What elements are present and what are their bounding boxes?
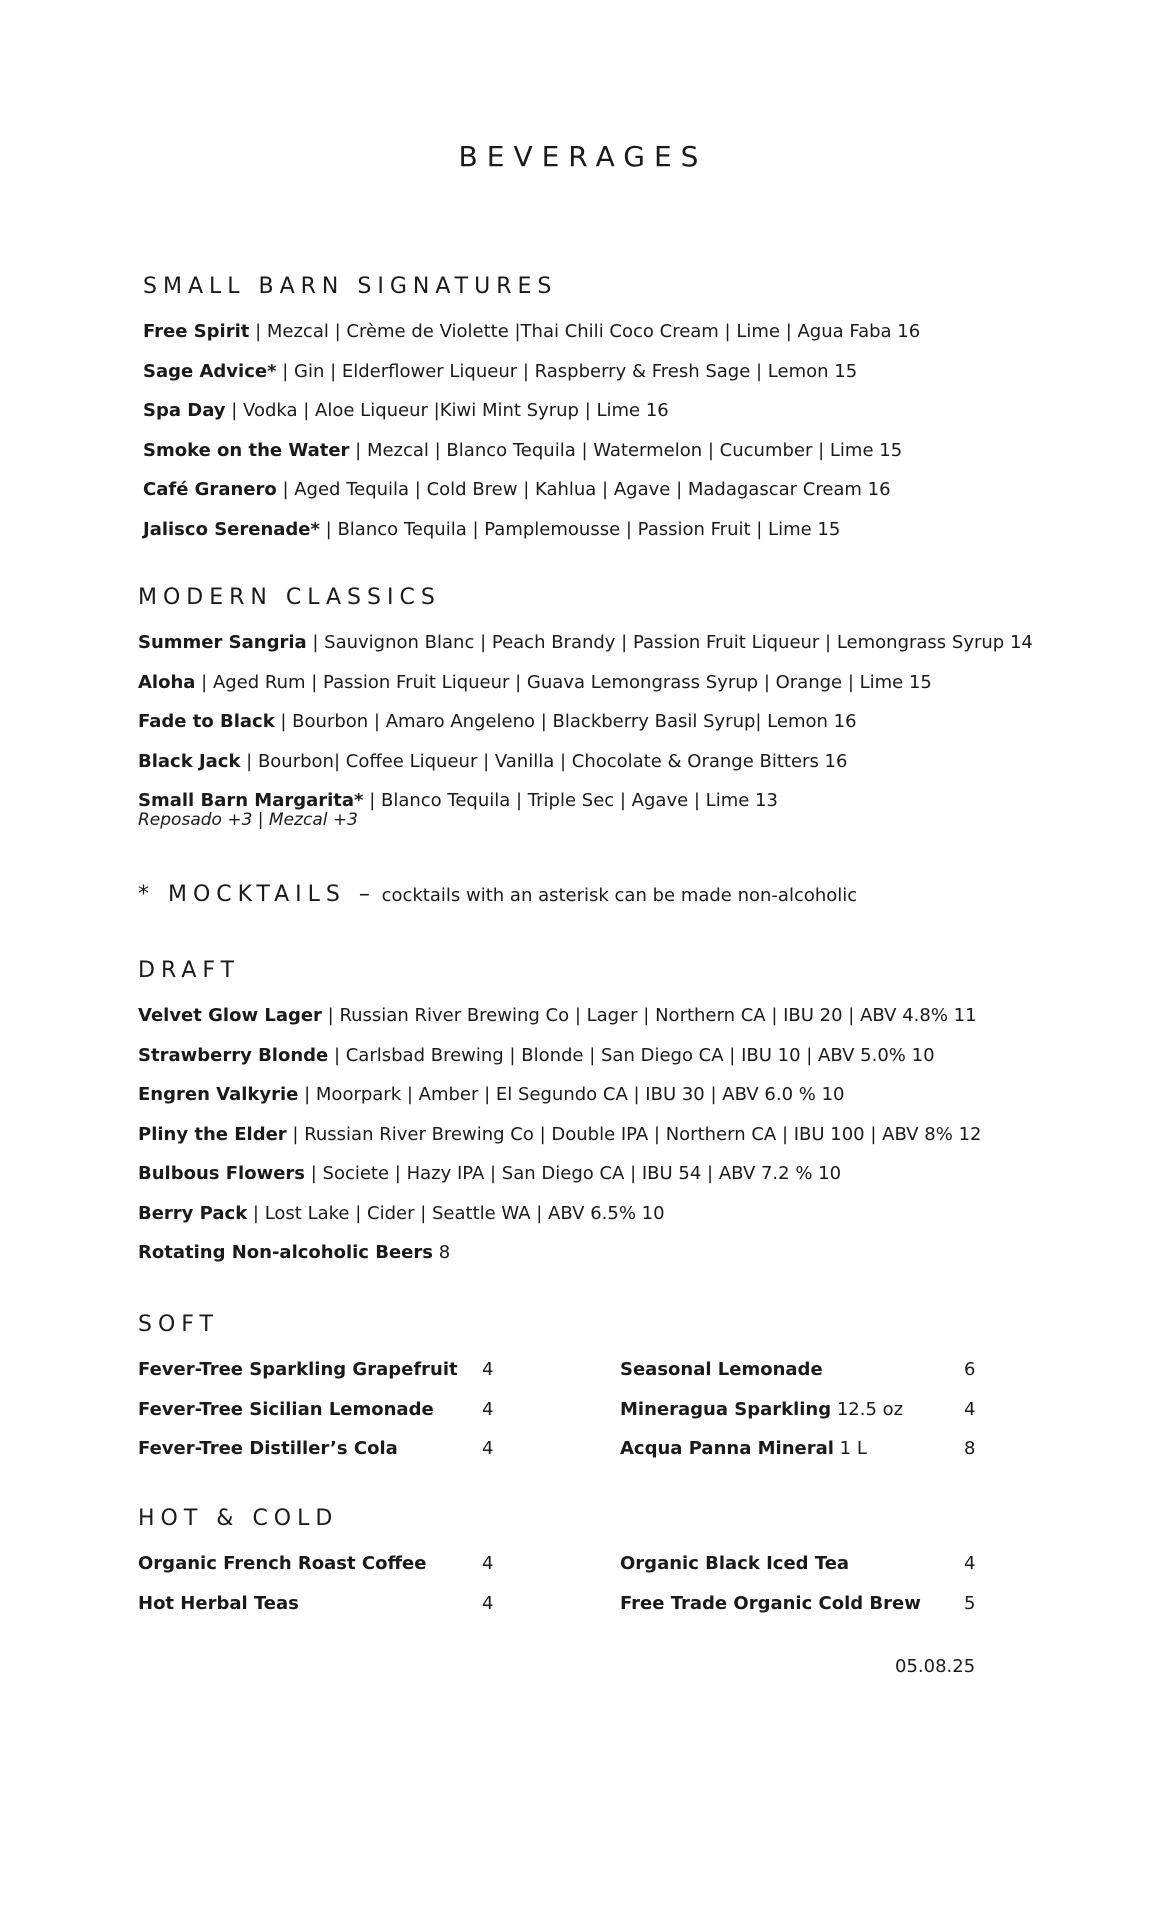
item-name: Mineragua Sparkling: [620, 1398, 832, 1420]
menu-item: [143, 510, 1063, 550]
item-name: Aloha: [138, 671, 196, 693]
item-description: | Aged Rum | Passion Fruit Liqueur | Guava Lemongrass Syrup | Orange | Lime 15: [195, 671, 932, 693]
item-label: [620, 1390, 903, 1430]
item-name: Café Granero: [143, 479, 277, 500]
list-item: [138, 1390, 1058, 1430]
item-size: 12.5 oz: [831, 1398, 904, 1420]
section-heading: SMALL BARN SIGNATURES: [143, 274, 558, 299]
item-price: 6: [964, 1359, 976, 1380]
mocktails-description: cocktails with an asterisk can be made non-alcoholic: [375, 885, 858, 906]
item-price: 4: [964, 1553, 976, 1574]
item-name: Organic Black Iced Tea: [620, 1553, 850, 1574]
item-price: 4: [482, 1438, 494, 1459]
menu-item: [138, 1036, 1058, 1076]
addon-note: Reposado +3 | Mezcal +3: [138, 809, 358, 830]
menu-item: [138, 702, 1058, 742]
menu-date: 05.08.25: [895, 1656, 976, 1677]
list-item: [138, 1429, 1058, 1469]
item-description: | Russian River Brewing Co | Lager | Northern CA | IBU 20 | ABV 4.8% 11: [321, 1005, 977, 1026]
item-name: Engren Valkyrie: [138, 1084, 299, 1105]
list-item: [138, 1584, 1058, 1624]
item-name: Hot Herbal Teas: [138, 1592, 299, 1614]
section-heading: * MOCKTAILS –: [138, 882, 376, 907]
menu-item: [138, 1154, 1058, 1194]
item-description: | Russian River Brewing Co | Double IPA | Northern CA | IBU 100 | ABV 8% 12: [286, 1123, 982, 1145]
menu-item: [138, 1194, 1058, 1234]
classics-section: [138, 583, 1058, 831]
signatures-section: [143, 272, 1063, 549]
item-price: 4: [482, 1359, 494, 1380]
item-price: 4: [482, 1592, 494, 1614]
item-name: Fever-Tree Distiller’s Cola: [138, 1438, 398, 1459]
item-description: | Bourbon | Amaro Angeleno | Blackberry Basil Syrup| Lemon 16: [274, 711, 857, 732]
draft-section: [138, 956, 1058, 1273]
item-name: Berry Pack: [138, 1202, 248, 1224]
item-price: 4: [482, 1553, 494, 1574]
item-name: Strawberry Blonde: [138, 1044, 329, 1066]
list-item: [138, 1544, 1058, 1584]
item-name: Black Jack: [138, 750, 241, 772]
item-name: Spa Day: [143, 400, 226, 421]
item-name: Fever-Tree Sparkling Grapefruit: [138, 1359, 458, 1380]
item-name: Summer Sangria: [138, 632, 307, 653]
item-name: Free Trade Organic Cold Brew: [620, 1592, 921, 1614]
item-description: | Societe | Hazy IPA | San Diego CA | IBU 54 | ABV 7.2 % 10: [305, 1163, 842, 1184]
item-name: Rotating Non-alcoholic Beers: [138, 1242, 433, 1263]
item-name: Fade to Black: [138, 711, 275, 732]
item-label: [620, 1544, 849, 1584]
menu-item: [143, 470, 1063, 510]
hotcold-section: [138, 1504, 1058, 1623]
item-name: Free Spirit: [143, 321, 250, 342]
item-description: | Aged Tequila | Cold Brew | Kahlua | Agave | Madagascar Cream 16: [276, 479, 891, 500]
item-name: Sage Advice*: [143, 360, 277, 382]
item-name: Seasonal Lemonade: [620, 1359, 823, 1380]
item-price: 5: [964, 1592, 976, 1614]
item-name: Small Barn Margarita*: [138, 790, 364, 811]
menu-item: [138, 1075, 1058, 1115]
mocktails-note: [138, 882, 857, 907]
section-heading: SOFT: [138, 1312, 219, 1337]
item-price: 4: [482, 1398, 494, 1420]
menu-item: [138, 1115, 1058, 1155]
menu-item: [138, 623, 1058, 663]
item-description: | Mezcal | Blanco Tequila | Watermelon | Cucumber | Lime 15: [349, 439, 903, 461]
menu-title: BEVERAGES: [458, 140, 708, 173]
menu-item: [143, 352, 1063, 392]
item-description: | Carlsbad Brewing | Blonde | San Diego CA | IBU 10 | ABV 5.0% 10: [328, 1044, 935, 1066]
item-description: | Mezcal | Crème de Violette |Thai Chili Coco Cream | Lime | Agua Faba 16: [249, 321, 921, 342]
section-heading: DRAFT: [138, 958, 241, 983]
menu-item: [143, 312, 1063, 352]
item-description: | Moorpark | Amber | El Segundo CA | IBU 30 | ABV 6.0 % 10: [298, 1084, 845, 1105]
item-label: [620, 1350, 823, 1390]
menu-item: [143, 431, 1063, 471]
item-description: 8: [432, 1242, 451, 1263]
item-description: | Lost Lake | Cider | Seattle WA | ABV 6.5% 10: [247, 1202, 665, 1224]
item-name: Velvet Glow Lager: [138, 1005, 322, 1026]
item-name: Fever-Tree Sicilian Lemonade: [138, 1398, 434, 1420]
item-description: | Blanco Tequila | Pamplemousse | Passion Fruit | Lime 15: [319, 518, 841, 540]
menu-item: [138, 663, 1058, 703]
item-price: 4: [964, 1398, 976, 1420]
section-heading: HOT & COLD: [138, 1506, 339, 1531]
section-heading: MODERN CLASSICS: [138, 585, 441, 610]
item-label: [620, 1429, 867, 1469]
item-name: Organic French Roast Coffee: [138, 1553, 427, 1574]
menu-item: [143, 391, 1063, 431]
menu-item: [138, 996, 1058, 1036]
item-price: 8: [964, 1438, 976, 1459]
item-name: Acqua Panna Mineral: [620, 1438, 834, 1459]
item-size: 1 L: [833, 1438, 867, 1459]
item-name: Pliny the Elder: [138, 1123, 287, 1145]
item-description: | Blanco Tequila | Triple Sec | Agave | Lime 13: [363, 790, 778, 811]
menu-item: [138, 742, 1058, 782]
item-name: Smoke on the Water: [143, 439, 350, 461]
item-description: | Vodka | Aloe Liqueur |Kiwi Mint Syrup | Lime 16: [225, 400, 669, 421]
item-label: [620, 1584, 921, 1624]
soft-section: [138, 1310, 1058, 1469]
list-item: [138, 1350, 1058, 1390]
menu-item: [138, 1233, 1058, 1273]
item-name: Jalisco Serenade*: [143, 518, 320, 540]
item-name: Bulbous Flowers: [138, 1163, 306, 1184]
item-description: | Sauvignon Blanc | Peach Brandy | Passion Fruit Liqueur | Lemongrass Syrup 14: [306, 632, 1033, 653]
item-description: | Gin | Elderflower Liqueur | Raspberry & Fresh Sage | Lemon 15: [276, 360, 858, 382]
item-description: | Bourbon| Coffee Liqueur | Vanilla | Chocolate & Orange Bitters 16: [240, 750, 848, 772]
